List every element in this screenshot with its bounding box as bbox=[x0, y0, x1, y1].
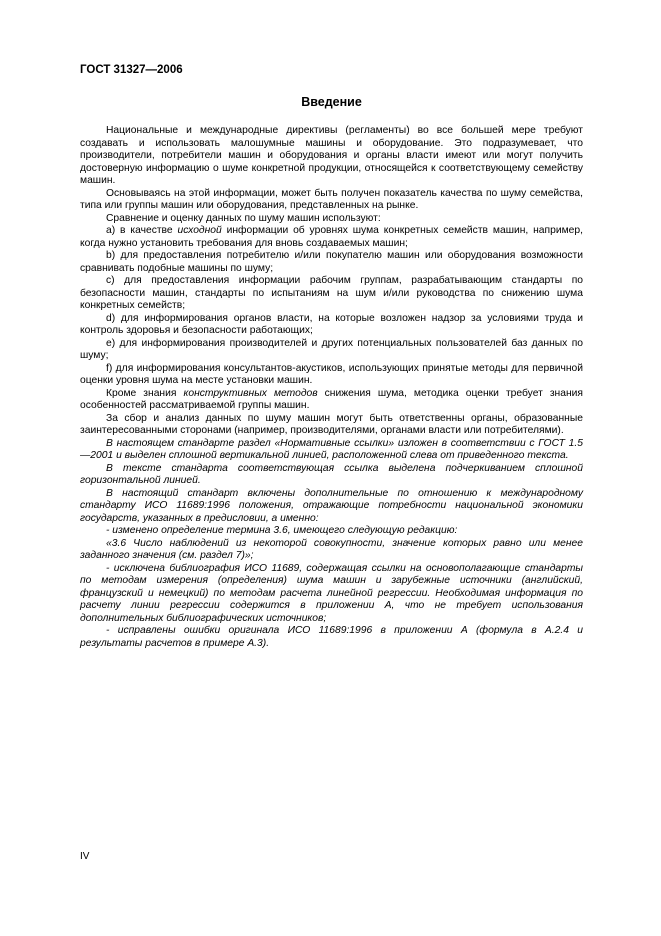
paragraph-text: В тексте стандарта соответствующая ссылка выделена подчеркиванием сплошной горизонтальной линией. bbox=[80, 462, 583, 486]
paragraph-text: Кроме знания bbox=[106, 387, 184, 399]
paragraph-text: конструктивных методов bbox=[183, 387, 318, 399]
document-body bbox=[80, 125, 583, 650]
paragraph-text: - изменено определение термина 3.6, имеющего следующую редакцию: bbox=[106, 525, 458, 536]
paragraph-text: Сравнение и оценку данных по шуму машин используют: bbox=[106, 212, 381, 224]
paragraph-text: В настоящий стандарт включены дополнительные по отношению к международному стандарту ИСО 11689:1996 положения, отражающие потребности национальной экономики государств, указанных в предисловии, а именно: bbox=[80, 487, 583, 524]
paragraph bbox=[80, 413, 583, 438]
paragraph-text: «3.6 Число наблюдений из некоторой совокупности, значение которых равно или менее заданного значения (см. раздел 7)»; bbox=[80, 537, 583, 561]
paragraph-text: информации об уровнях шума конкретных семейств машин, например, когда нужно установить требования для вновь создаваемых машин; bbox=[80, 225, 583, 249]
paragraph bbox=[80, 625, 583, 650]
paragraph-text: - исключена библиография ИСО 11689, содержащая ссылки на основополагающие стандарты по методам измерения (определения) шума машин и зарубежные источники (английский, французский и немецкий) по методам расчета линейной регрессии. Необходимая информация по расчету линии регрессии содержится в приложении А, что не требует использования дополнительных библиографических источников; bbox=[80, 562, 583, 624]
document-header: ГОСТ 31327—2006 bbox=[80, 64, 183, 76]
paragraph-text: - исправлены ошибки оригинала ИСО 11689:1996 в приложении А (формула в А.2.4 и результаты расчетов в примере А.3). bbox=[80, 625, 583, 649]
paragraph bbox=[80, 125, 583, 188]
paragraph bbox=[80, 438, 583, 463]
paragraph bbox=[80, 563, 583, 626]
paragraph-text: e) для информирования производителей и других потенциальных пользователей баз данных по шуму; bbox=[80, 337, 583, 361]
section-title: Введение bbox=[301, 95, 362, 109]
paragraph bbox=[80, 225, 583, 250]
paragraph-text: исходной bbox=[177, 225, 222, 236]
paragraph bbox=[80, 275, 583, 313]
paragraph-text: В настоящем стандарте раздел «Нормативные ссылки» изложен в соответствии с ГОСТ 1.5—2001 и выделен сплошной вертикальной линией, расположенной слева от приведенного текста. bbox=[80, 437, 583, 461]
paragraph bbox=[80, 363, 583, 388]
paragraph bbox=[80, 250, 583, 275]
paragraph-text: За сбор и анализ данных по шуму машин могут быть ответственны органы, образованные заинтересованными сторонами (например, производителями, органами власти или потребителями). bbox=[80, 412, 583, 436]
paragraph-text: а) в качестве bbox=[106, 225, 178, 236]
paragraph-text: Основываясь на этой информации, может быть получен показатель качества по шуму семейства, типа или группы машин или оборудования, представленных на рынке. bbox=[80, 187, 583, 211]
paragraph bbox=[80, 538, 583, 563]
paragraph bbox=[80, 213, 583, 226]
paragraph bbox=[80, 388, 583, 413]
page-number: IV bbox=[80, 851, 90, 862]
paragraph bbox=[80, 525, 583, 538]
paragraph-text: снижения шума, методика оценки требует знания особенностей рассматриваемой группы машин. bbox=[80, 387, 583, 411]
paragraph-text: d) для информирования органов власти, на которые возложен надзор за условиями труда и контроль здоровья и безопасности работающих; bbox=[80, 312, 583, 336]
paragraph bbox=[80, 488, 583, 526]
paragraph-text: f) для информирования консультантов-акустиков, использующих принятые методы для первичной оценки уровня шума на месте установки машин. bbox=[80, 362, 583, 386]
paragraph bbox=[80, 338, 583, 363]
paragraph bbox=[80, 313, 583, 338]
paragraph-text: Национальные и международные директивы (регламенты) во все большей мере требуют создавать и использовать малошумные машины и оборудование. Это подразумевает, что производители, потребители машин и оборудования и органы власти имеют или могут получить достоверную информацию о шуме конкретной продукции, относящейся к соответствующему семейству машин. bbox=[80, 125, 583, 186]
paragraph bbox=[80, 188, 583, 213]
paragraph bbox=[80, 463, 583, 488]
paragraph-text: b) для предоставления потребителю и/или покупателю машин или оборудования возможности сравнивать подобные машины по шуму; bbox=[80, 250, 583, 274]
paragraph-text: c) для предоставления информации рабочим группам, разрабатывающим стандарты по безопасности машин, стандарты по испытаниям на шум и/или руководства по снижению шума конкретных семейств; bbox=[80, 275, 583, 311]
